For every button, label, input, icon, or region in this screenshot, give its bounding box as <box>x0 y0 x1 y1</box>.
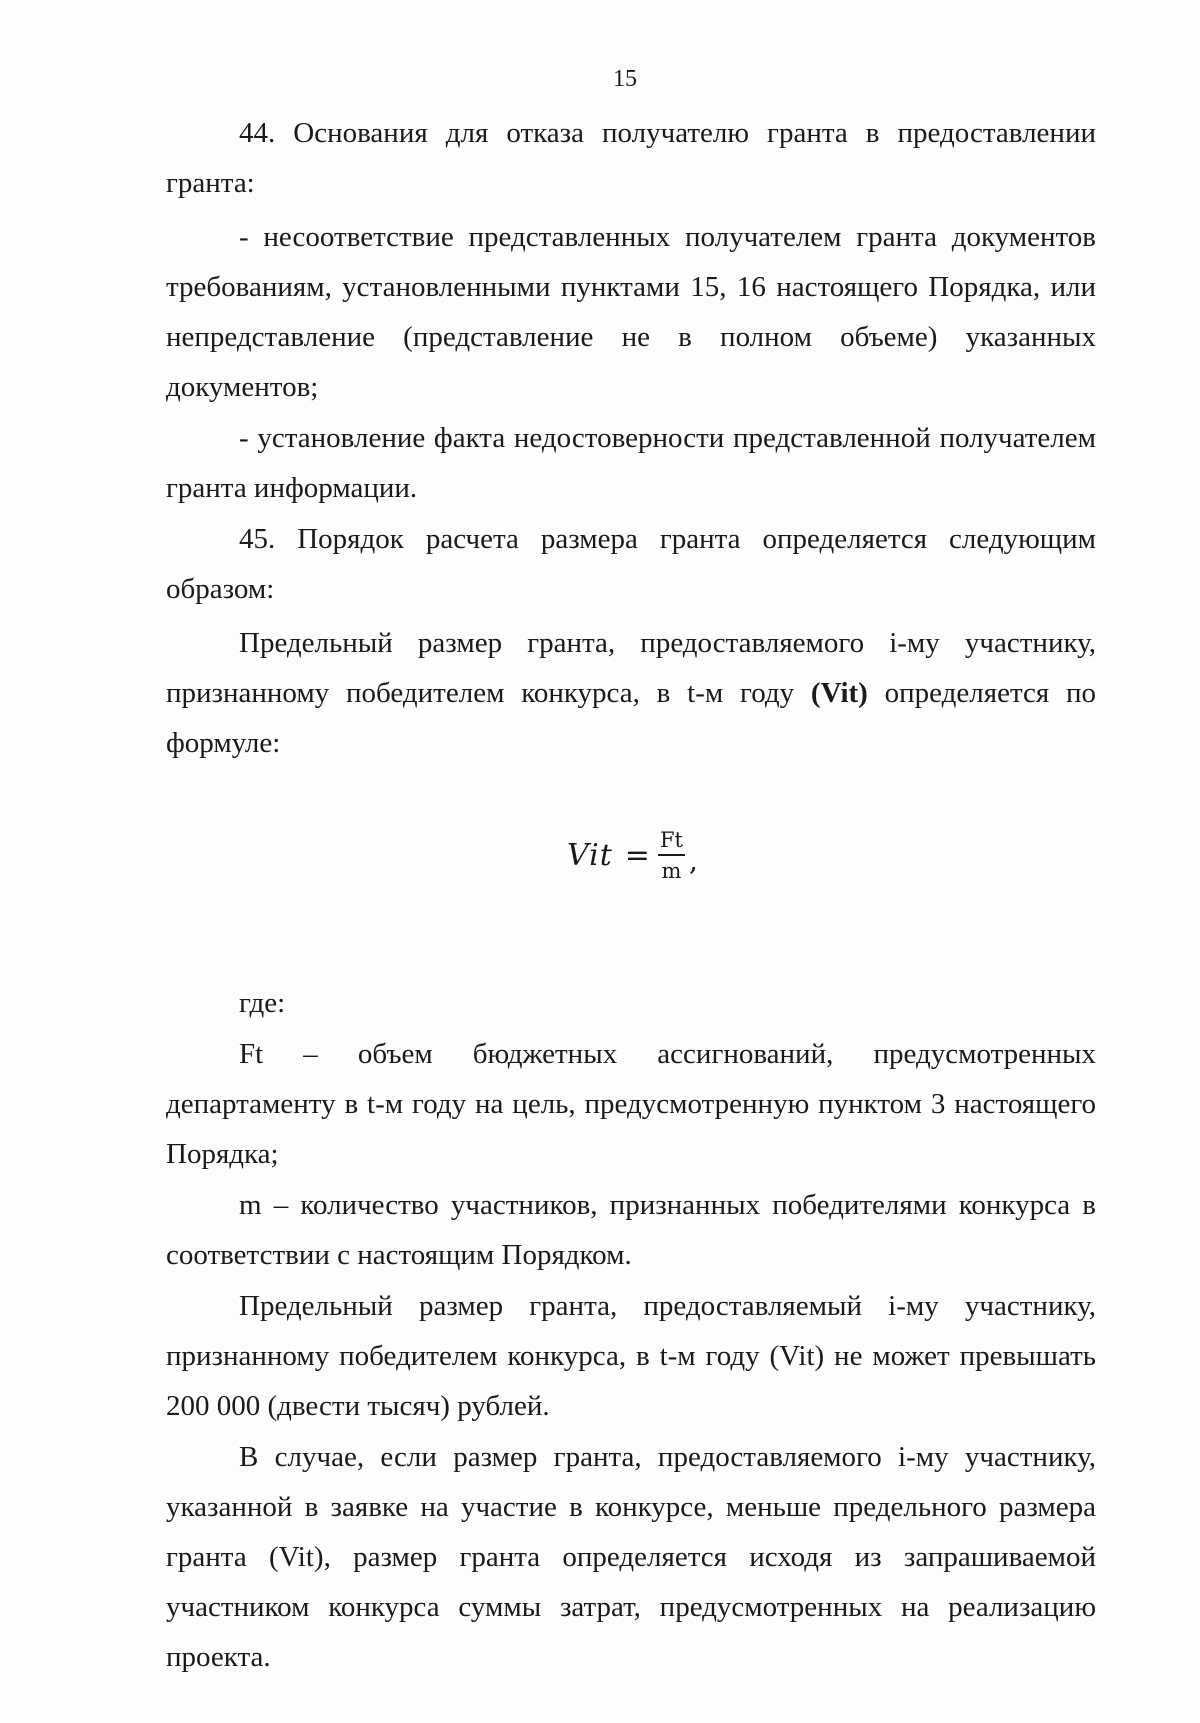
formula-fraction-bar <box>658 854 685 856</box>
paragraph-44-item-noncompliance: - несоответствие представленных получателем гранта документов требованиям, установленными пунктами 15, 16 настоящего Порядка, или непредставление (представление не в полном объеме) указанных документов; <box>166 221 1096 403</box>
paragraph-44: 44. Основания для отказа получателю гранта в предоставлении гранта: <box>166 117 1096 199</box>
paragraph-case: В случае, если размер гранта, предоставляемого i-му участнику, указанной в заявке на участие в конкурсе, меньше предельного размера гранта (Vit), размер гранта определяется исходя из запрашиваемой участником конкурса суммы затрат, предусмотренных на реализацию проекта. <box>166 1441 1096 1673</box>
definition-ft: Ft – объем бюджетных ассигнований, предусмотренных департаменту в t-м году на цель, предусмотренную пунктом 3 настоящего Порядка; <box>166 1038 1096 1170</box>
paragraph-45: 45. Порядок расчета размера гранта определяется следующим образом: <box>166 523 1096 605</box>
formula-equals: = <box>624 837 650 873</box>
limit-definition-text-2: определяется по формуле: <box>166 677 1096 759</box>
limit-definition-text-1: Предельный размер гранта, предоставляемого i-му участнику, признанному победителем конкурса, в t-м году <box>166 627 1096 709</box>
formula-comma: , <box>688 844 698 877</box>
page-number: 15 <box>613 66 637 92</box>
grant-formula <box>166 820 1096 920</box>
paragraph-limit-max: Предельный размер гранта, предоставляемый i-му участнику, признанному победителем конкурса, в t-м году (Vit) не может превышать 200 000 (двести тысяч) рублей. <box>166 1290 1096 1422</box>
formula-denominator: m <box>661 859 682 883</box>
formula-numerator: Ft <box>659 828 683 852</box>
document-body <box>166 108 1096 1682</box>
where-label: где: <box>239 987 286 1019</box>
grant-formula-expression <box>567 828 698 883</box>
paragraph-44-item-unreliable-info: - установление факта недостоверности представленной получателем гранта информации. <box>166 422 1096 504</box>
formula-lhs: Vit <box>567 837 613 873</box>
paragraph-limit-definition <box>166 618 1096 768</box>
limit-definition-symbol: (Vit) <box>810 677 868 709</box>
definition-m: m – количество участников, признанных победителями конкурса в соответствии с настоящим Порядком. <box>166 1189 1096 1271</box>
formula-fraction <box>658 828 685 883</box>
